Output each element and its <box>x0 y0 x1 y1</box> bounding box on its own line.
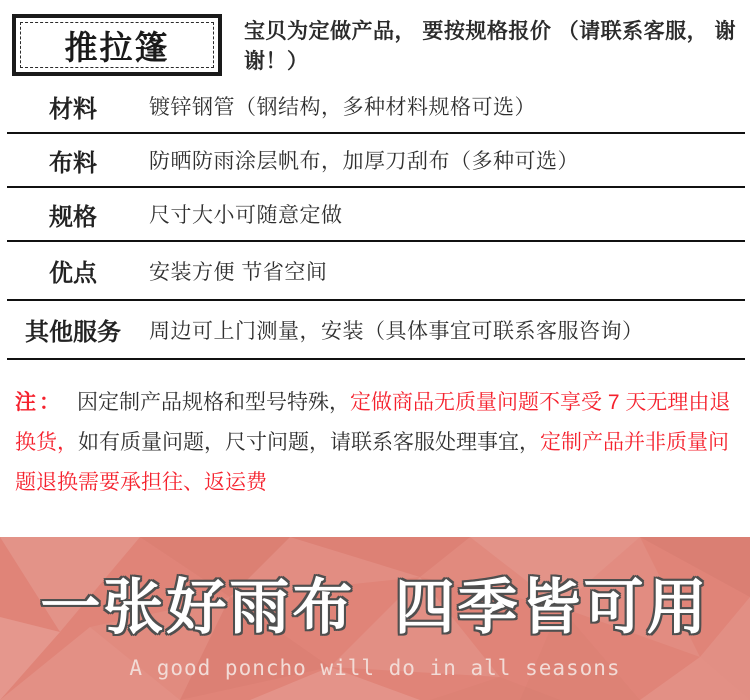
table-row <box>7 134 745 188</box>
spec-label: 其他服务 <box>25 319 121 346</box>
spec-label: 布料 <box>49 149 97 177</box>
spec-label: 优点 <box>49 260 97 287</box>
product-title: 推拉篷 <box>64 28 170 66</box>
product-title-box <box>12 14 222 76</box>
note-segment: 因定制产品规格和型号特殊， <box>77 391 350 414</box>
table-row <box>7 80 745 134</box>
spec-value: 镀锌钢管（钢结构，多种材料规格可选） <box>149 96 536 119</box>
table-row <box>7 301 745 360</box>
spec-label: 规格 <box>49 203 97 231</box>
spec-value: 安装方便 节省空间 <box>149 260 328 284</box>
note-segment: 定做商品无质量问题不享受 7 天无理由退换货， <box>15 391 731 454</box>
promo-banner <box>0 537 750 700</box>
header-notice: 宝贝为定做产品， 要按规格报价 （请联系客服， 谢谢！） <box>244 20 737 73</box>
product-title-box-inner <box>20 22 214 68</box>
note-segment: 定制产品并非质量问题退换需要承担往、返运费 <box>15 431 729 494</box>
spec-value: 防晒防雨涂层帆布，加厚刀刮布（多种可选） <box>149 150 579 173</box>
note-paragraph <box>15 383 737 503</box>
spec-value: 尺寸大小可随意定做 <box>149 204 343 227</box>
note-segment: 如有质量问题，尺寸问题，请联系客服处理事宜， <box>78 431 540 454</box>
spec-value: 周边可上门测量，安装（具体事宜可联系客服咨询） <box>149 319 644 343</box>
note-prefix: 注： <box>15 391 63 414</box>
banner-content <box>0 537 750 700</box>
spec-table <box>7 80 745 360</box>
table-row <box>7 242 745 301</box>
banner-headline: 一张好雨布 四季皆可用 <box>40 573 710 641</box>
header <box>12 14 742 76</box>
table-row <box>7 188 745 242</box>
banner-subtitle: A good poncho will do in all seasons <box>129 655 621 680</box>
spec-label: 材料 <box>49 95 97 123</box>
